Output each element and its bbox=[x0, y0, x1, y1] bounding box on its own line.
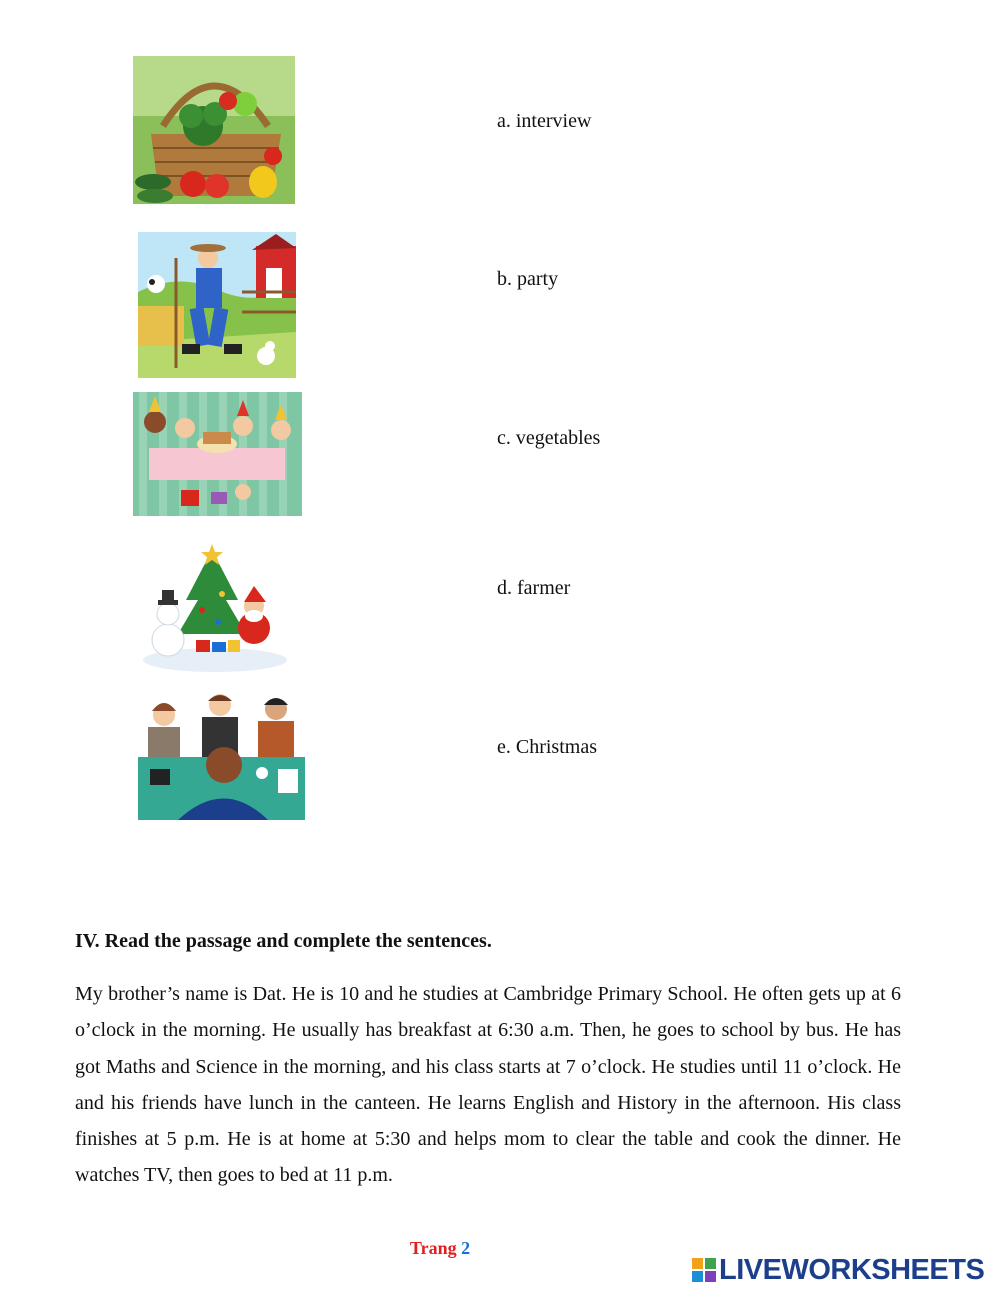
farmer-picture bbox=[138, 232, 296, 378]
option-farmer: d. farmer bbox=[497, 577, 571, 599]
reading-passage: My brother’s name is Dat. He is 10 and he studies at Cambridge Primary School. He often gets up at 6 o’clock in the morning. He usually has breakfast at 6:30 a.m. Then, he goes to school by bus. He has got Maths and Science in the morning, and his class starts at 7 o’clock. He studies until 11 o’clock. He and his friends have lunch in the canteen. He learns English and History in the afternoon. His class finishes at 5 p.m. He is at home at 5:30 and helps mom to clear the table and cook the dinner. He watches TV, then goes to bed at 11 p.m. bbox=[75, 983, 901, 1187]
logo-blocks-icon bbox=[692, 1258, 716, 1282]
page-word: Trang bbox=[409, 1238, 457, 1258]
party-picture bbox=[133, 392, 302, 516]
option-christmas: e. Christmas bbox=[497, 736, 597, 758]
liveworksheets-logo bbox=[692, 1254, 992, 1286]
logo-text: LIVEWORKSHEETS bbox=[719, 1254, 985, 1286]
option-party: b. party bbox=[497, 268, 559, 290]
vegetables-basket-picture bbox=[133, 56, 295, 204]
page-number: 2 bbox=[461, 1238, 471, 1258]
christmas-picture bbox=[142, 530, 289, 673]
interview-picture bbox=[138, 687, 305, 820]
option-vegetables: c. vegetables bbox=[497, 427, 601, 449]
option-interview: a. interview bbox=[497, 110, 592, 132]
section-heading: IV. Read the passage and complete the sentences. bbox=[75, 930, 492, 952]
